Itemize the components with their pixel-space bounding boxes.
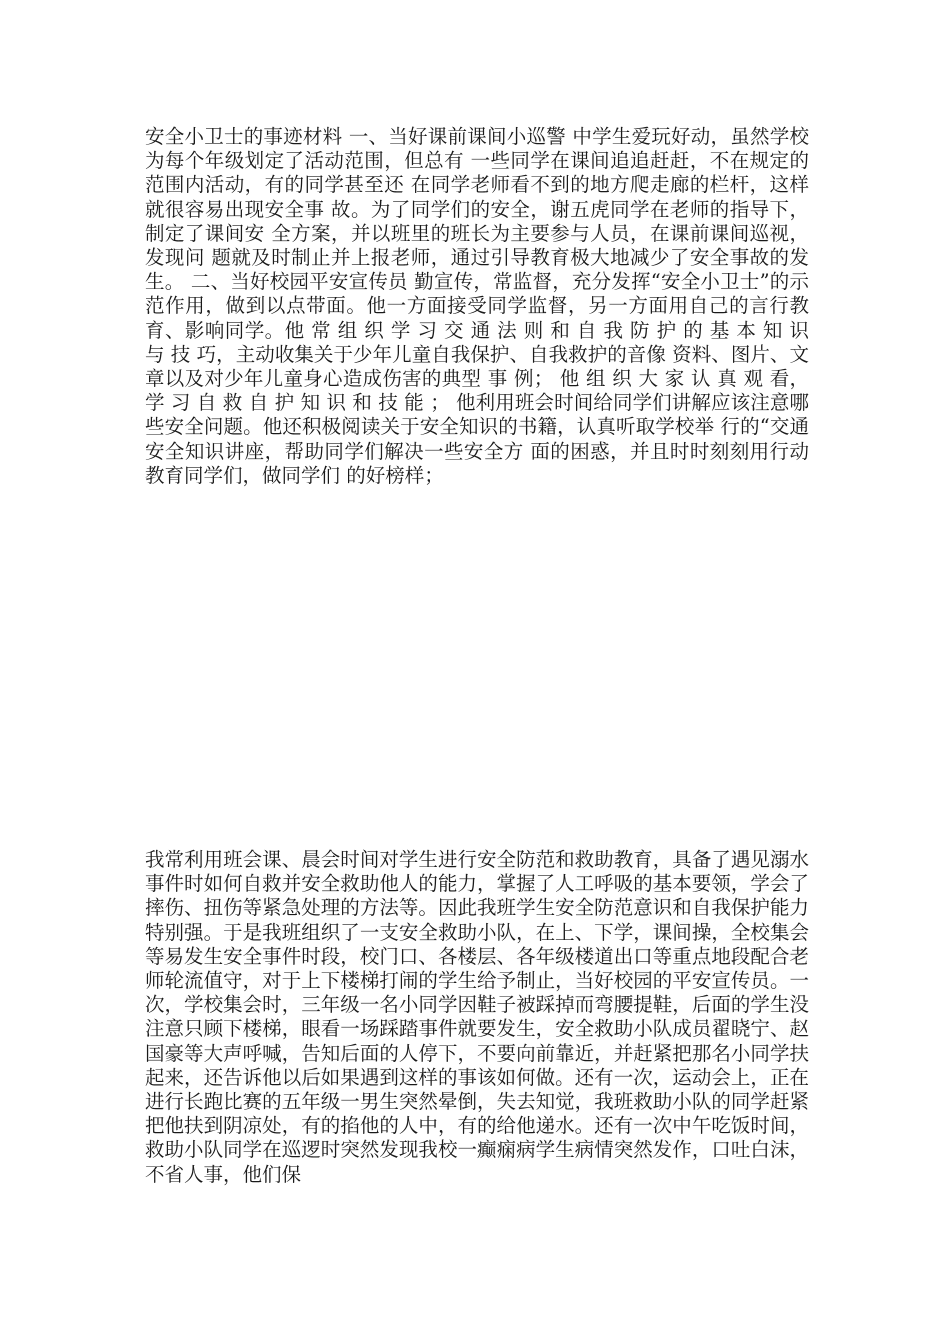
paragraph-safety-guard-deeds: 安全小卫士的事迹材料 一、当好课前课间小巡警 中学生爱玩好动，虽然学校为每个年级划定了活动范围，但总有 一些同学在课间追追赶赶，不在规定的范围内活动，有的同学甚至还 在同学老师看不到的地方爬走廊的栏杆，这样就很容易出现安全事 故。为了同学们的安全，谢五虎同学在老师的指导下，制定了课间安 全方案，并以班里的班长为主要参与人员，在课前课间巡视，发现问 题就及时制止并上报老师，通过引导教育极大地减少了安全事故的发 生。 二、当好校园平安宣传员 勤宣传，常监督，充分发挥“安全小卫士”的示范作用，做到以点带面。他一方面接受同学监督，另一方面用自己的言行教育、影响同学。他 常 组 织 学 习 交 通 法 则 和 自 我 防 护 的 基 本 知 识 与 技 巧，主动收集关于少年儿童自我保护、自我救护的音像 资料、图片、文章以及对少年儿童身心造成伤害的典型 事 例； 他 组 织 大 家 认 真 观 看， 学 习 自 救 自 护 知 识 和 技 能 ； 他利用班会时间给同学们讲解应该注意哪些安全问题。他还积极阅读关于安全知识的书籍，认真听取学校举 行的“交通安全知识讲座，帮助同学们解决一些安全方 面的困惑，并且时时刻刻用行动教育同学们，做同学们 的好榜样； bbox=[145, 125, 809, 487]
paragraph-rescue-team: 我常利用班会课、晨会时间对学生进行安全防范和救助教育，具备了遇见溺水事件时如何自救并安全救助他人的能力，掌握了人工呼吸的基本要领，学会了摔伤、扭伤等紧急处理的方法等。因此我班学生安全防范意识和自我保护能力特别强。于是我班组织了一支安全救助小队，在上、下学，课间操，全校集会等易发生安全事件时段，校门口、各楼层、各年级楼道出口等重点地段配合老师轮流值守，对于上下楼梯打闹的学生给予制止，当好校园的平安宣传员。一次，学校集会时，三年级一名小同学因鞋子被踩掉而弯腰提鞋，后面的学生没注意只顾下楼梯，眼看一场踩踏事件就要发生，安全救助小队成员翟晓宁、赵国豪等大声呼喊，告知后面的人停下，不要向前靠近，并赶紧把那名小同学扶起来，还告诉他以后如果遇到这样的事该如何做。还有一次，运动会上，正在进行长跑比赛的五年级一男生突然晕倒，失去知觉，我班救助小队的同学赶紧把他扶到阴凉处，有的掐他的人中，有的给他递水。还有一次中午吃饭时间，救助小队同学在巡逻时突然发现我校一癫痫病学生病情突然发作，口吐白沫，不省人事，他们保 bbox=[145, 848, 809, 1186]
